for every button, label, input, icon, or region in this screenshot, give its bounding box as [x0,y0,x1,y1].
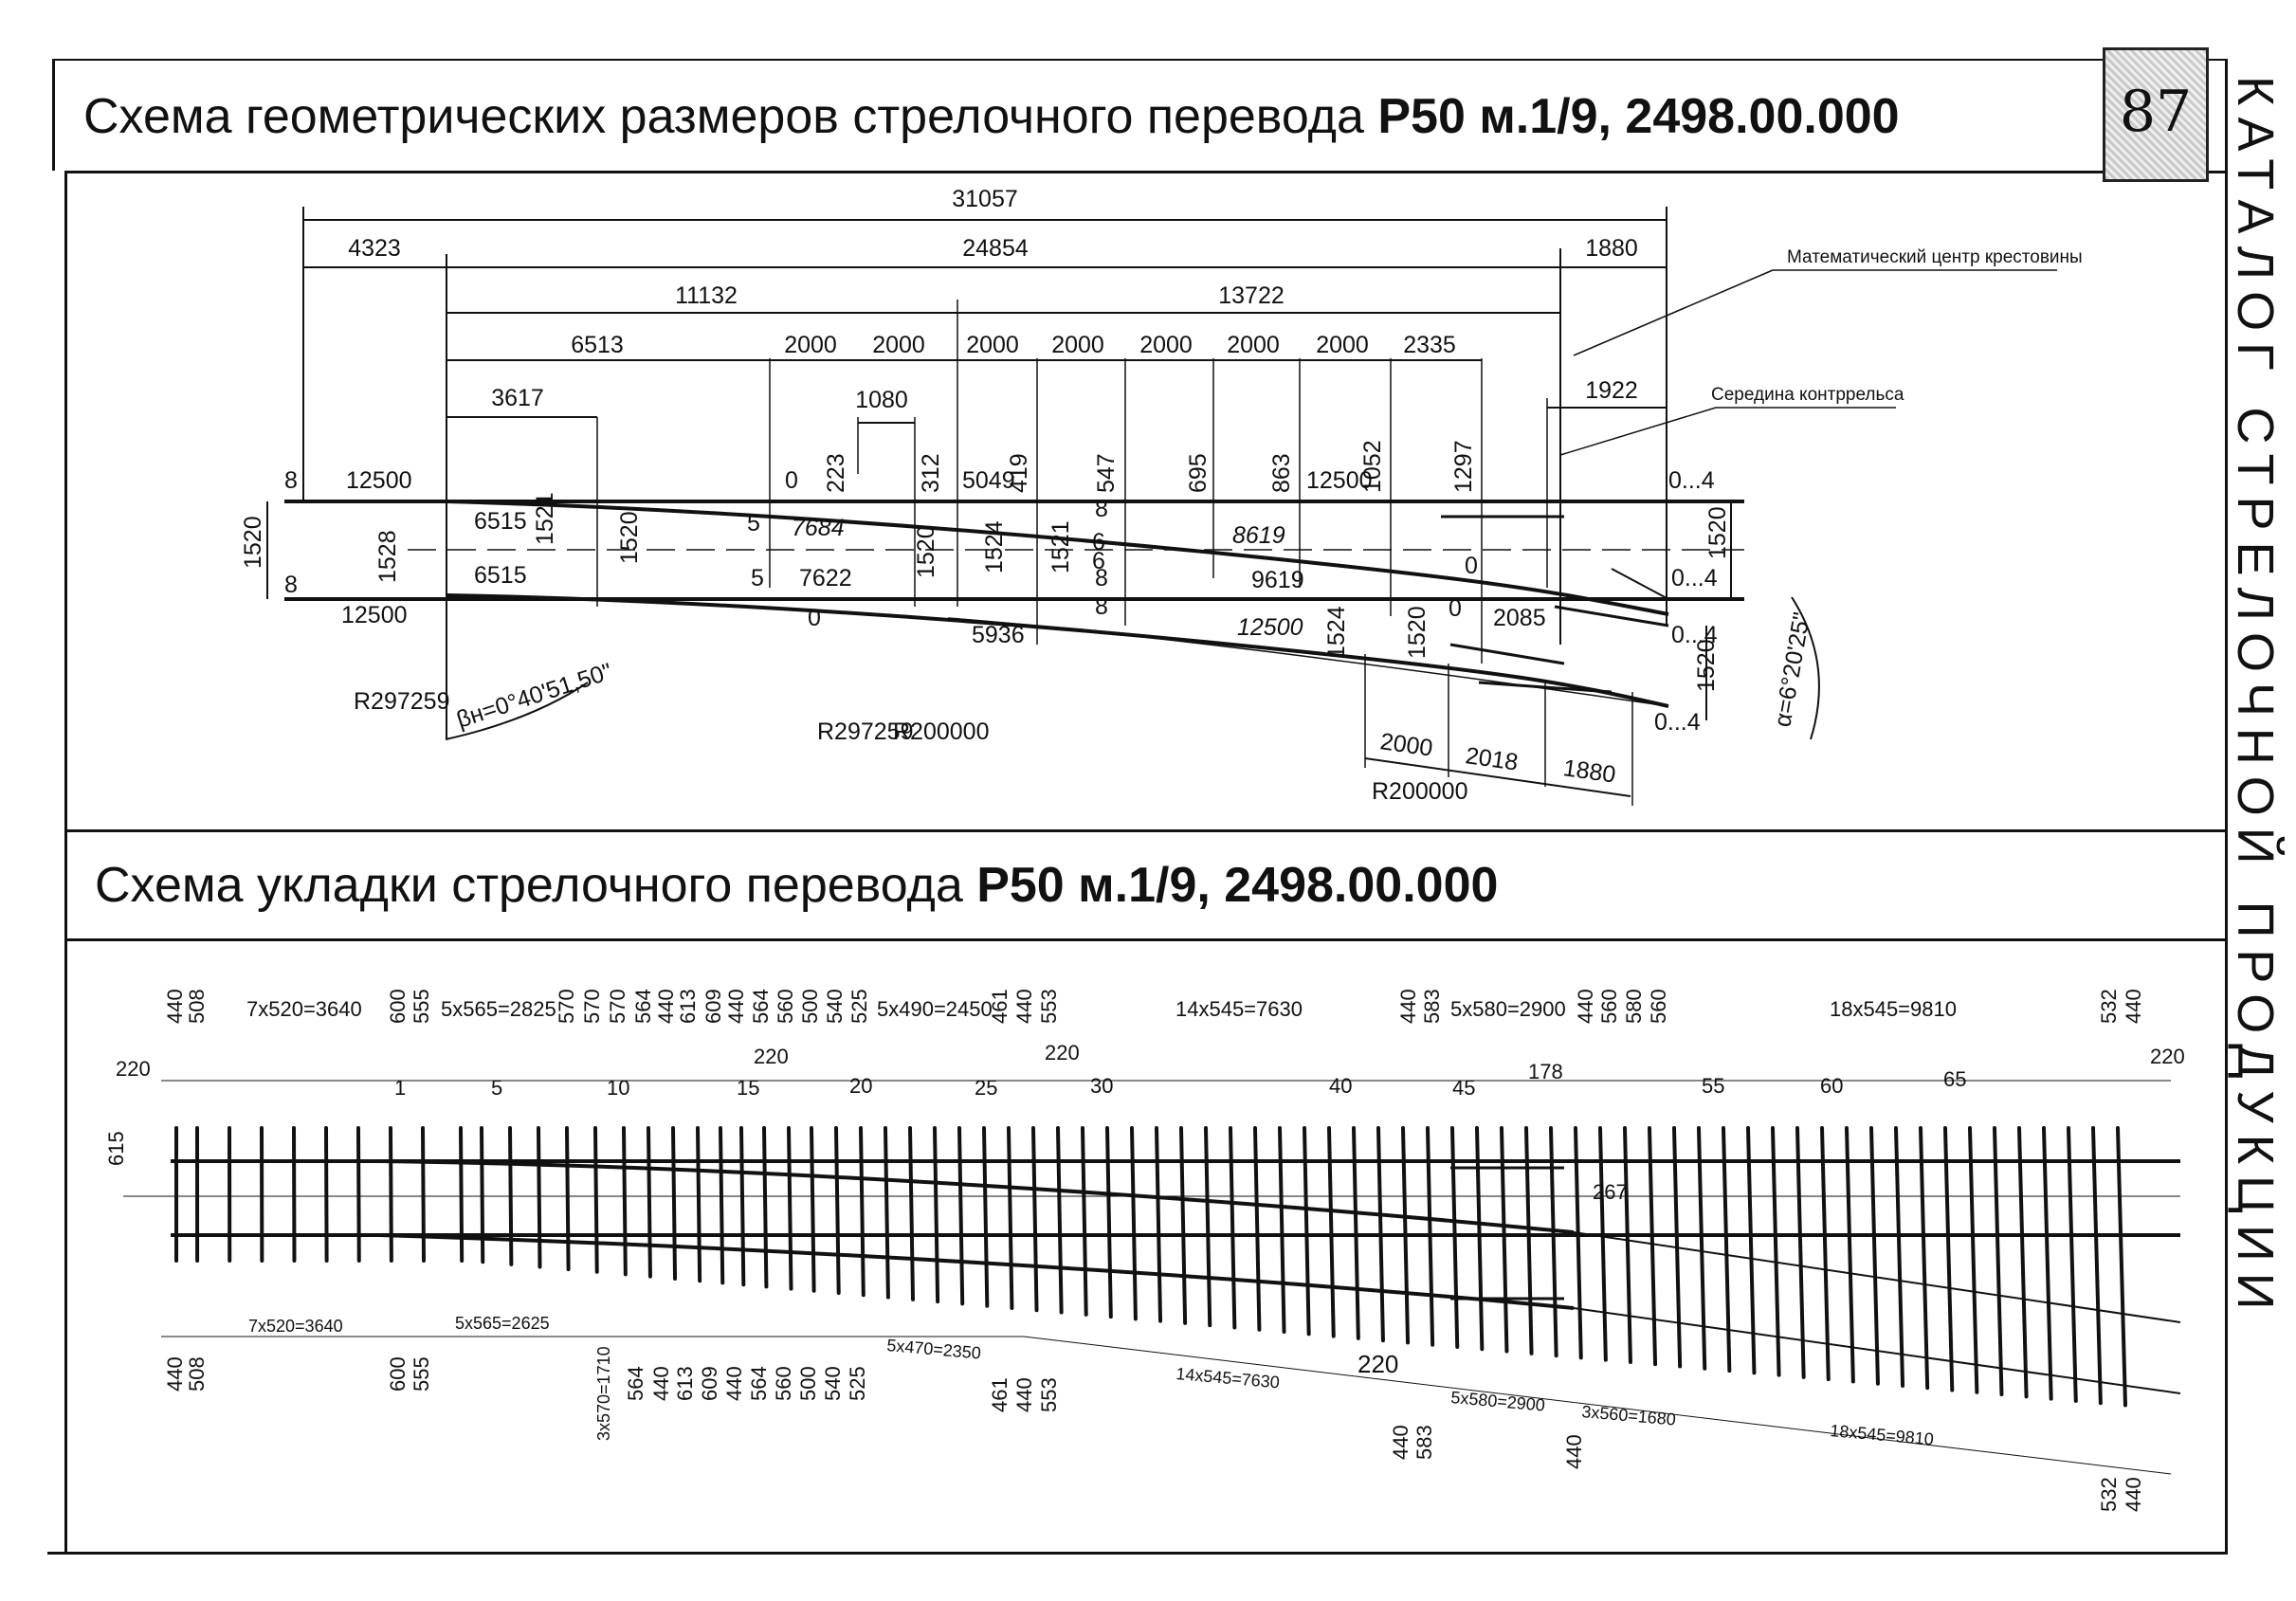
sleeper [1871,1128,1878,1384]
gauge-left: 1520 [240,516,266,569]
top-609: 609 [702,989,725,1024]
radius-200000b: R200000 [1372,778,1468,805]
sleeper [538,1128,539,1266]
top-540: 540 [823,989,847,1024]
tol-3: 0...4 [1671,622,1718,648]
bot-555: 555 [410,1356,433,1392]
sleeper [741,1128,743,1284]
top-600: 600 [386,989,410,1024]
top-440f: 440 [1574,989,1597,1024]
off-312: 312 [918,453,944,493]
sleeper [1649,1128,1655,1364]
top-570b: 570 [580,989,604,1024]
sleeper-num-20: 20 [849,1074,873,1098]
dim-s1: 6513 [571,332,624,358]
len-7622: 7622 [799,565,852,591]
sleeper [1033,1128,1037,1310]
top-560: 560 [774,989,797,1024]
mark-220a: 220 [116,1057,151,1081]
sleeper [1896,1128,1903,1386]
bot-group6: 5x580=2900 [1449,1388,1546,1415]
bot-564b: 564 [747,1366,771,1401]
sleeper [861,1128,864,1295]
sleeper [2068,1128,2076,1401]
sleeper [1995,1128,2001,1394]
num-0d: 0 [1449,595,1462,622]
sleeper [984,1128,987,1306]
section-title-layout: Схема укладки стрелочного перевода Р50 м.1/9, 2498.00.000 [95,858,1499,913]
gauge-1521a: 1521 [532,492,558,545]
top-532: 532 [2097,989,2121,1024]
len-9619: 9619 [1251,567,1304,593]
num-0c: 0 [1465,553,1478,579]
top-613: 613 [676,989,700,1024]
sleeper [461,1128,462,1261]
sleeper [1945,1128,1952,1391]
dim-front: 4323 [348,235,401,262]
sleeper [1847,1128,1853,1381]
sleeper-num-60: 60 [1820,1074,1844,1098]
num-8c: 8 [1095,496,1108,522]
side-label-text: КАТАЛОГ СТРЕЛОЧНОЙ ПРОДУКЦИИ [2227,76,2284,1321]
sleeper [1058,1128,1062,1312]
sleeper-num-55: 55 [1702,1074,1725,1098]
off-1297: 1297 [1450,440,1477,493]
label-guard-mid: Середина контррельса [1711,385,1904,405]
top-564: 564 [631,989,655,1024]
len-7684: 7684 [792,515,845,541]
sleeper [1970,1128,1977,1392]
radius-297259b: R297259 [817,719,914,745]
top-560c: 560 [1647,989,1670,1024]
off-12500: 12500 [1306,467,1373,494]
bot-525: 525 [846,1366,869,1401]
sleeper [1625,1128,1631,1362]
len-2085: 2085 [1493,605,1546,631]
bot-group5: 14x545=7630 [1175,1364,1281,1392]
bot-532: 532 [2097,1477,2121,1512]
sleeper [789,1128,792,1289]
sleeper [885,1128,888,1298]
dim-a1: 11132 [675,282,738,309]
sleeper [1107,1128,1111,1317]
sleeper [673,1128,675,1279]
dim-s7: 2000 [1227,332,1280,358]
gauge-1520b: 1520 [913,525,939,578]
top-525: 525 [847,989,871,1024]
off-223: 223 [823,453,849,493]
top-564b: 564 [749,989,773,1024]
bot-560: 560 [772,1366,795,1401]
top-440d: 440 [1012,989,1036,1024]
sleeper-num-5: 5 [491,1076,503,1100]
bot-440d: 440 [1012,1377,1036,1412]
bottom-2018: 2018 [1464,742,1521,776]
off-547: 547 [1093,453,1120,493]
gauge-right: 1520 [1704,506,1731,559]
dim-s4: 2000 [966,332,1019,358]
bot-613: 613 [673,1366,697,1401]
sleeper [698,1128,700,1281]
sleeper-num-1: 1 [394,1076,407,1100]
off-419: 419 [1006,453,1032,493]
mark-220c: 220 [1045,1041,1080,1064]
bot-group7: 3x560=1680 [1580,1402,1677,1429]
sleeper-num-40: 40 [1329,1074,1353,1098]
top-group6: 18x545=9810 [1830,997,1957,1021]
mark-220b: 220 [754,1045,789,1068]
bot-609: 609 [698,1366,721,1401]
label-math-center: Математический центр крестовины [1787,247,2083,267]
num-8b: 8 [284,572,298,598]
bot-440g: 440 [2122,1477,2145,1512]
sleeper [1699,1128,1704,1369]
sleeper [1009,1128,1011,1308]
num-8d: 8 [1095,565,1108,591]
sleeper [764,1128,766,1286]
dim-s3: 2000 [872,332,925,358]
num-8a: 8 [284,467,298,494]
mark-220d: 220 [2150,1045,2185,1068]
sleeper-num-30: 30 [1090,1074,1114,1098]
radius-200000a: R200000 [893,719,990,745]
top-580b: 580 [1622,989,1646,1024]
num-0b: 0 [808,605,821,631]
gauge-1524a: 1524 [981,520,1008,573]
sleeper [1723,1128,1729,1371]
bot-group3: 3x570=1710 [594,1346,613,1441]
mark-615: 615 [104,1131,128,1166]
rail-12500-top: 12500 [346,467,412,494]
bottom-2000: 2000 [1378,728,1435,762]
page-title: Схема геометрических размеров стрелочного перевода Р50 м.1/9, 2498.00.000 [83,89,1900,144]
bottom-1880: 1880 [1561,755,1618,789]
len-6515a: 6515 [474,508,527,535]
bot-564: 564 [624,1366,647,1401]
dim-a2: 13722 [1218,282,1285,309]
page-number: 87 [2119,79,2193,145]
dim-s8: 2000 [1316,332,1369,358]
bot-553: 553 [1037,1377,1061,1412]
sleeper [935,1128,938,1301]
gauge-1524b: 1524 [1323,606,1350,659]
mark-267: 267 [1593,1180,1628,1204]
off-1052: 1052 [1359,440,1386,493]
bot-group2: 5x565=2625 [455,1314,550,1333]
sleeper [720,1128,722,1283]
dim-s6: 2000 [1139,332,1193,358]
off-5049: 5049 [962,467,1015,494]
sleeper [391,1128,392,1261]
gauge-div: 1520 [1693,639,1720,692]
gauge-1520c: 1520 [1404,606,1430,659]
sleeper [1083,1128,1086,1315]
tol-2: 0...4 [1671,565,1718,591]
sleeper-num-15: 15 [737,1076,760,1100]
sleeper [1157,1128,1160,1321]
top-570c: 570 [606,989,629,1024]
bot-440a: 440 [163,1356,187,1392]
sleeper [2044,1128,2051,1399]
sleeper [1230,1128,1234,1327]
sleeper [648,1128,650,1277]
top-440g: 440 [2122,989,2145,1024]
sleeper [423,1128,424,1261]
dim-1080: 1080 [855,387,908,413]
sleeper-num-25: 25 [975,1076,998,1100]
sleeper [1773,1128,1779,1375]
top-group3: 5x490=2450 [877,997,993,1021]
sleeper [1304,1128,1309,1334]
sleeper [2019,1128,2027,1396]
bot-461: 461 [988,1377,1011,1412]
num-5a: 5 [747,510,760,537]
bot-group4: 5x470=2350 [885,1336,982,1363]
dim-s2: 2000 [784,332,837,358]
sleeper [1132,1128,1136,1319]
sleeper [358,1128,359,1261]
top-461: 461 [988,989,1011,1024]
top-440b: 440 [654,989,678,1024]
bot-440b: 440 [649,1366,673,1401]
sleeper [1206,1128,1210,1325]
dim-s9: 2335 [1403,332,1456,358]
dim-1922: 1922 [1585,377,1638,404]
radius-297259a: R297259 [354,688,450,715]
num-6b: 6 [1092,548,1105,574]
sleeper [1255,1128,1259,1330]
sleeper [910,1128,913,1300]
sleeper [1329,1128,1334,1337]
sleeper-num-10: 10 [607,1076,630,1100]
bot-group1: 7x520=3640 [248,1317,343,1336]
dim-total: 31057 [952,186,1018,212]
sleeper-num-65: 65 [1943,1067,1967,1091]
dim-3617: 3617 [491,385,544,411]
top-group2: 5x565=2825 [441,997,556,1021]
num-0a: 0 [785,467,798,494]
bot-508: 508 [185,1356,209,1392]
sleeper [811,1128,814,1291]
sleeper [482,1128,483,1262]
top-570a: 570 [555,989,578,1024]
tol-1: 0...4 [1668,467,1715,494]
top-508: 508 [185,989,209,1024]
sleeper [2118,1128,2125,1405]
sleeper [836,1128,839,1293]
bot-600: 600 [386,1356,410,1392]
beta-angle: βн=0°40'51,50" [453,658,616,734]
sleeper [2093,1128,2101,1403]
rail-12500-div: 12500 [1237,614,1303,641]
top-560a: 560 [1597,989,1621,1024]
bot-500: 500 [796,1366,820,1401]
dim-rear: 1880 [1585,235,1638,262]
sleeper [326,1128,327,1261]
num-6a: 6 [1092,529,1105,555]
top-440c: 440 [724,989,748,1024]
alpha-angle: α=6°20'25" [1769,609,1816,730]
top-440a: 440 [163,989,187,1024]
bot-583: 583 [1412,1425,1436,1460]
num-8e: 8 [1095,593,1108,620]
len-6515b: 6515 [474,562,527,589]
len-5936: 5936 [972,622,1025,648]
top-440e: 440 [1396,989,1420,1024]
bot-440c: 440 [722,1366,746,1401]
top-500: 500 [798,989,822,1024]
top-group5: 5x580=2900 [1450,997,1566,1021]
bot-440f: 440 [1562,1434,1586,1469]
bot-540: 540 [821,1366,845,1401]
dim-s5: 2000 [1051,332,1104,358]
sleeper [1181,1128,1185,1323]
bot-440e: 440 [1389,1425,1412,1460]
sleeper [1280,1128,1285,1332]
off-695: 695 [1185,453,1212,493]
gauge-1521b: 1521 [1048,520,1074,573]
sleeper [959,1128,962,1303]
gauge-1520a: 1520 [616,511,643,564]
rail-12500-bottom: 12500 [341,602,408,628]
sleeper [567,1128,569,1269]
len-8619: 8619 [1232,522,1285,549]
bot-220: 220 [1358,1350,1399,1378]
mark-178: 178 [1528,1060,1563,1083]
gauge-1528: 1528 [374,530,401,583]
top-553: 553 [1037,989,1061,1024]
sleeper [595,1128,597,1272]
sleeper [1921,1128,1927,1388]
top-555: 555 [410,989,433,1024]
num-5b: 5 [751,565,764,591]
sleeper-num-45: 45 [1452,1076,1476,1100]
top-group1: 7x520=3640 [246,997,362,1021]
bot-group8: 18x545=9810 [1829,1421,1935,1449]
tol-4: 0...4 [1654,709,1701,736]
off-863: 863 [1268,453,1295,493]
sleeper [1822,1128,1829,1379]
top-group4: 14x545=7630 [1175,997,1303,1021]
sleeper [1748,1128,1754,1373]
top-583: 583 [1420,989,1444,1024]
sleeper [624,1128,626,1274]
dim-theoretical: 24854 [962,235,1029,262]
